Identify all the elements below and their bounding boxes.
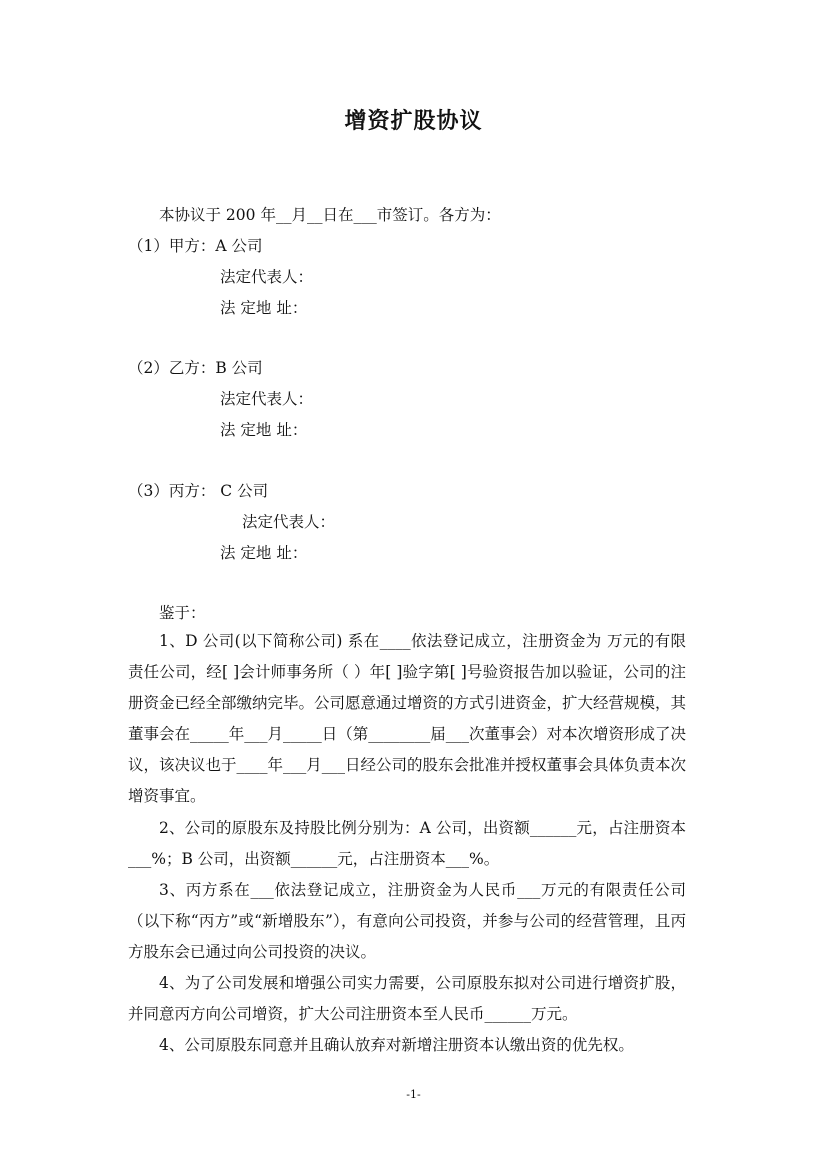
intro-line: 本协议于 200 年__月__日在___市签订。各方为： xyxy=(159,206,501,224)
party-c-heading: （3）丙方： C 公司 xyxy=(128,482,269,500)
party-a-heading: （1）甲方：A 公司 xyxy=(128,237,263,255)
party-a-representative: 法定代表人： xyxy=(220,268,314,286)
party-c-address: 法 定地 址： xyxy=(220,544,308,562)
party-b-heading: （2）乙方：B 公司 xyxy=(128,359,263,377)
clause-4: 4、为了公司发展和增强公司实力需要，公司原股东拟对公司进行增资扩股，并同意丙方向公司增资，扩大公司注册资本至人民币______万元。 xyxy=(128,974,686,1023)
page-number: -1- xyxy=(406,1088,421,1101)
document-title: 增资扩股协议 xyxy=(344,109,483,134)
party-b-representative: 法定代表人： xyxy=(220,390,314,408)
whereas-heading: 鉴于： xyxy=(159,604,206,622)
clause-1: 1、D 公司(以下简称公司) 系在____依法登记成立，注册资金为 万元的有限责任公司，经[ ]会计师事务所（ ）年[ ]验字第[ ]号验资报告加以验证，公司的注册资金已经全部缴纳完毕。公司愿意通过增资的方式引进资金，扩大经营规模，其董事会在_____年___月_____日（第________届___次董事会）对本次增资形成了决议，该决议也于____年___月___日经公司的股东会批准并授权董事会具体负责本次增资事宜。 xyxy=(128,632,687,805)
clause-4b: 4、公司原股东同意并且确认放弃对新增注册资本认缴出资的优先权。 xyxy=(159,1036,634,1054)
party-a-address: 法 定地 址： xyxy=(220,299,308,317)
clause-2: 2、公司的原股东及持股比例分别为：A 公司，出资额______元，占注册资本___%；B 公司，出资额______元，占注册资本___%。 xyxy=(128,819,687,868)
party-c-representative: 法定代表人： xyxy=(242,513,336,531)
party-b-address: 法 定地 址： xyxy=(220,421,308,439)
clause-3: 3、丙方系在___依法登记成立，注册资金为人民币___万元的有限责任公司（以下称“丙方”或“新增股东”），有意向公司投资，并参与公司的经营管理，且丙方股东会已通过向公司投资的决议。 xyxy=(128,881,686,961)
